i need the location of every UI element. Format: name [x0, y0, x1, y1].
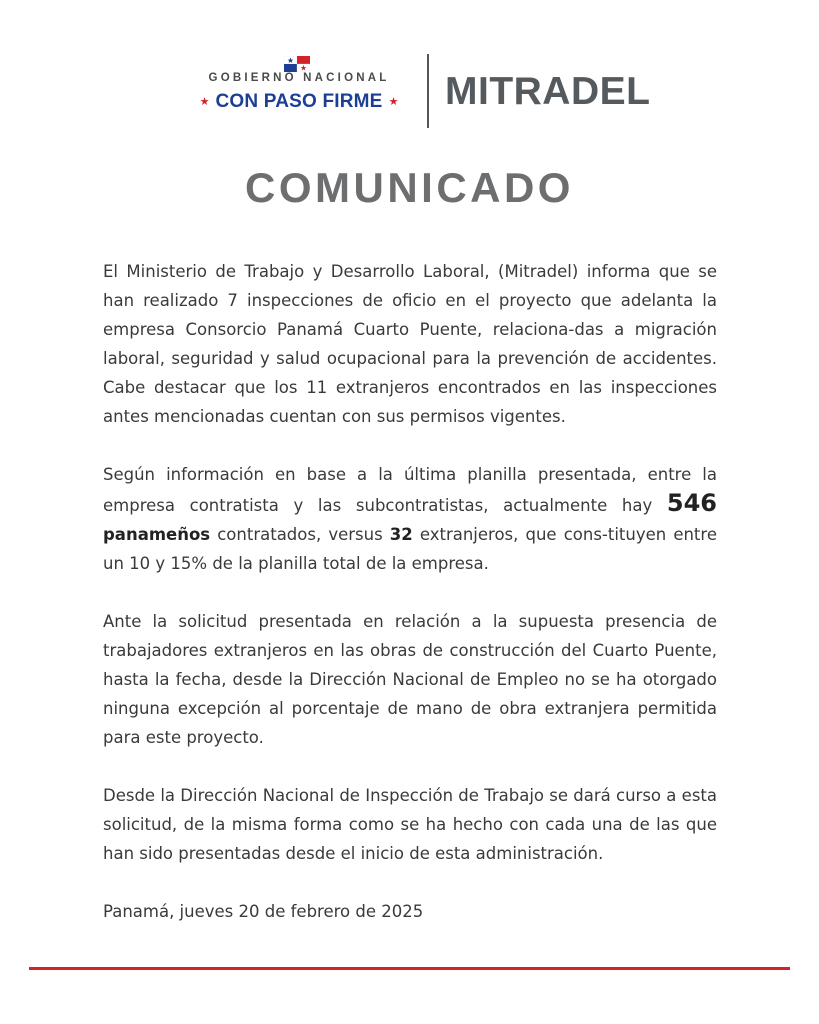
gov-slogan: CON PASO FIRME	[215, 91, 383, 112]
panamenos-word: panameños	[103, 525, 211, 544]
paragraph-2-before: Según información en base a la última planilla presentada, entre la empresa contratista y las subcontratistas, actualmente hay	[103, 465, 717, 515]
paragraph-2-middle: contratados, versus	[210, 525, 390, 544]
document-body	[103, 257, 717, 955]
ministry-logo-text: MITRADEL	[445, 70, 651, 113]
header-logo	[0, 50, 819, 134]
paragraph-2	[103, 460, 717, 578]
page-title: COMUNICADO	[245, 164, 574, 211]
panama-flag-icon	[284, 56, 310, 72]
gov-slogan-row	[175, 89, 423, 115]
paragraph-3: Ante la solicitud presentada en relación a la supuesta presencia de trabajadores extranjeros en las obras de construcción del Cuarto Puente, hasta la fecha, desde la Dirección Nacional de Empleo no se ha otorgado ninguna excepción al porcentaje de mano de obra extranjera permitida para este proyecto.	[103, 612, 717, 747]
panamenos-count: 546	[666, 489, 717, 517]
paragraph-1: El Ministerio de Trabajo y Desarrollo Laboral, (Mitradel) informa que se han realizado 7 inspecciones de oficio en el proyecto que adelanta la empresa Consorcio Panamá Cuarto Puente, relaciona-das a migración laboral, seguridad y salud ocupacional para la prevención de accidentes. Cabe destacar que los 11 extranjeros encontrados en las inspecciones antes mencionadas cuentan con sus permisos vigentes.	[103, 262, 717, 426]
gov-line1: GOBIERNO NACIONAL	[208, 72, 390, 84]
footer-rule	[29, 967, 790, 970]
paragraph-2-after: extranjeros, que cons-tituyen entre un 10 y 15% de la planilla total de la empresa.	[103, 525, 717, 573]
dateline: Panamá, jueves 20 de febrero de 2025	[103, 902, 424, 921]
extranjeros-count: 32	[389, 525, 413, 544]
star-icon: ★	[388, 95, 399, 108]
logo-divider	[427, 54, 429, 128]
star-icon: ★	[199, 95, 210, 108]
paragraph-4: Desde la Dirección Nacional de Inspección de Trabajo se dará curso a esta solicitud, de la misma forma como se ha hecho con cada una de las que han sido presentadas desde el inicio de esta administración.	[103, 786, 717, 863]
